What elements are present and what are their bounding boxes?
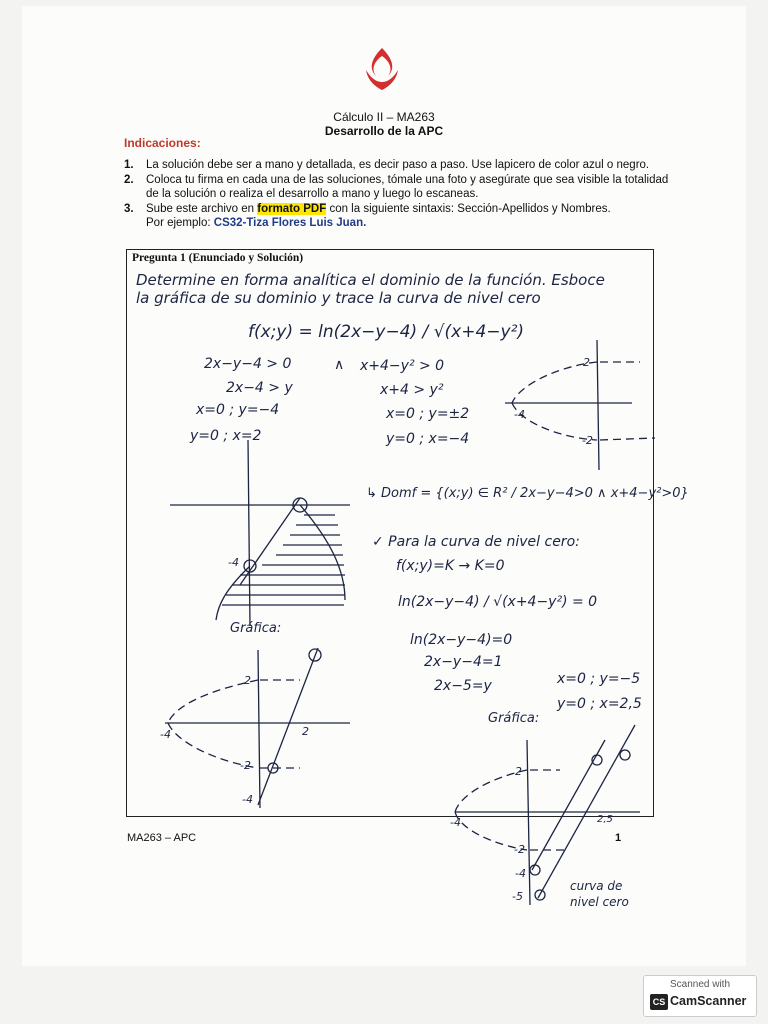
shading-hatch bbox=[222, 515, 345, 605]
svg-text:Gráfica:: Gráfica: bbox=[488, 711, 540, 726]
function-expression: f(x;y) = ln(2x−y−4) / √(x+4−y²) bbox=[248, 322, 525, 342]
svg-text:-5: -5 bbox=[512, 890, 523, 903]
svg-text:x+4 > y²: x+4 > y² bbox=[380, 382, 444, 398]
svg-text:Gráfica:: Gráfica: bbox=[230, 621, 282, 636]
svg-text:2,5: 2,5 bbox=[597, 814, 613, 825]
svg-text:✓ Para la curva de nivel cero:: ✓ Para la curva de nivel cero: bbox=[372, 534, 580, 550]
filename-example: CS32-Tiza Flores Luis Juan. bbox=[213, 217, 367, 230]
svg-text:-4: -4 bbox=[450, 816, 461, 829]
question-heading: Pregunta 1 (Enunciado y Solución) bbox=[132, 252, 304, 264]
svg-text:x=0 ; y=±2: x=0 ; y=±2 bbox=[386, 406, 470, 422]
instruction-item: 1. La solución debe ser a mano y detallada, es decir paso a paso. Use lapicero de color azul o negro. bbox=[124, 159, 650, 171]
svg-text:x+4−y² > 0: x+4−y² > 0 bbox=[360, 358, 445, 374]
axis-y bbox=[597, 340, 599, 470]
boundary-line bbox=[258, 648, 318, 805]
page-number: 1 bbox=[615, 832, 622, 844]
svg-text:2x−y−4=1: 2x−y−4=1 bbox=[424, 654, 503, 670]
svg-text:2x−5=y: 2x−5=y bbox=[434, 678, 492, 694]
svg-text:-2: -2 bbox=[240, 759, 251, 772]
instructions-heading: Indicaciones: bbox=[124, 136, 201, 150]
svg-text:y=0 ; x=2,5: y=0 ; x=2,5 bbox=[557, 696, 642, 712]
axis-y bbox=[248, 440, 250, 626]
course-title: Cálculo II – MA263 bbox=[333, 110, 435, 124]
svg-text:-4: -4 bbox=[160, 728, 171, 741]
svg-text:x=0 ; y=−4: x=0 ; y=−4 bbox=[196, 402, 280, 418]
svg-text:curva de: curva de bbox=[570, 879, 623, 893]
svg-text:2x−y−4 > 0: 2x−y−4 > 0 bbox=[204, 356, 292, 372]
footer-course: MA263 – APC bbox=[127, 832, 197, 844]
svg-text:nivel cero: nivel cero bbox=[570, 895, 629, 909]
document-subtitle: Desarrollo de la APC bbox=[324, 124, 444, 138]
axis-y bbox=[527, 740, 530, 905]
statement-line-2: la gráfica de su dominio y trace la curva de nivel cero bbox=[136, 289, 541, 307]
instruction-item: 2. Coloca tu firma en cada una de las soluciones, tómale una foto y asegúrate que sea visible la totalidad de la solución o realiza el desarrollo a mano y luego lo escaneas. bbox=[124, 173, 669, 201]
svg-text:-4: -4 bbox=[515, 867, 526, 880]
svg-text:2: 2 bbox=[583, 356, 590, 369]
camscanner-watermark: Scanned with CS CamScanner bbox=[643, 975, 757, 1017]
svg-text:-4: -4 bbox=[228, 556, 239, 569]
svg-text:y=0 ; x=−4: y=0 ; x=−4 bbox=[386, 431, 470, 447]
svg-text:-4: -4 bbox=[242, 793, 253, 806]
camscanner-logo-icon: CS bbox=[650, 994, 668, 1010]
svg-text:x=0 ; y=−5: x=0 ; y=−5 bbox=[557, 671, 641, 687]
instruction-item: 3. Sube este archivo en formato PDF con la siguiente sintaxis: Sección-Apellidos y Nombres. Por ejemplo: CS32-Tiza Flores Luis Juan. bbox=[124, 202, 611, 230]
pdf-format-highlight: formato PDF bbox=[257, 202, 327, 215]
svg-text:-2: -2 bbox=[514, 843, 525, 856]
svg-text:-4: -4 bbox=[514, 408, 525, 421]
svg-text:2: 2 bbox=[302, 725, 309, 738]
axis-y bbox=[258, 650, 260, 808]
domain-set: ↳ Domf = {(x;y) ∈ R² / 2x−y−4>0 ∧ x+4−y²>0} bbox=[366, 486, 689, 501]
svg-text:∧: ∧ bbox=[334, 357, 345, 373]
svg-text:ln(2x−y−4) / √(x+4−y²) = 0: ln(2x−y−4) / √(x+4−y²) = 0 bbox=[398, 594, 598, 610]
svg-text:-2: -2 bbox=[582, 434, 593, 447]
svg-text:2: 2 bbox=[515, 765, 522, 778]
svg-text:ln(2x−y−4)=0: ln(2x−y−4)=0 bbox=[410, 632, 513, 648]
statement-line-1: Determine en forma analítica el dominio de la función. Esboce bbox=[136, 271, 605, 289]
svg-text:f(x;y)=K → K=0: f(x;y)=K → K=0 bbox=[396, 558, 505, 574]
svg-text:2x−4 > y: 2x−4 > y bbox=[226, 380, 293, 396]
svg-text:y=0 ; x=2: y=0 ; x=2 bbox=[190, 428, 262, 444]
svg-text:2: 2 bbox=[244, 674, 251, 687]
boundary-line bbox=[532, 740, 605, 870]
